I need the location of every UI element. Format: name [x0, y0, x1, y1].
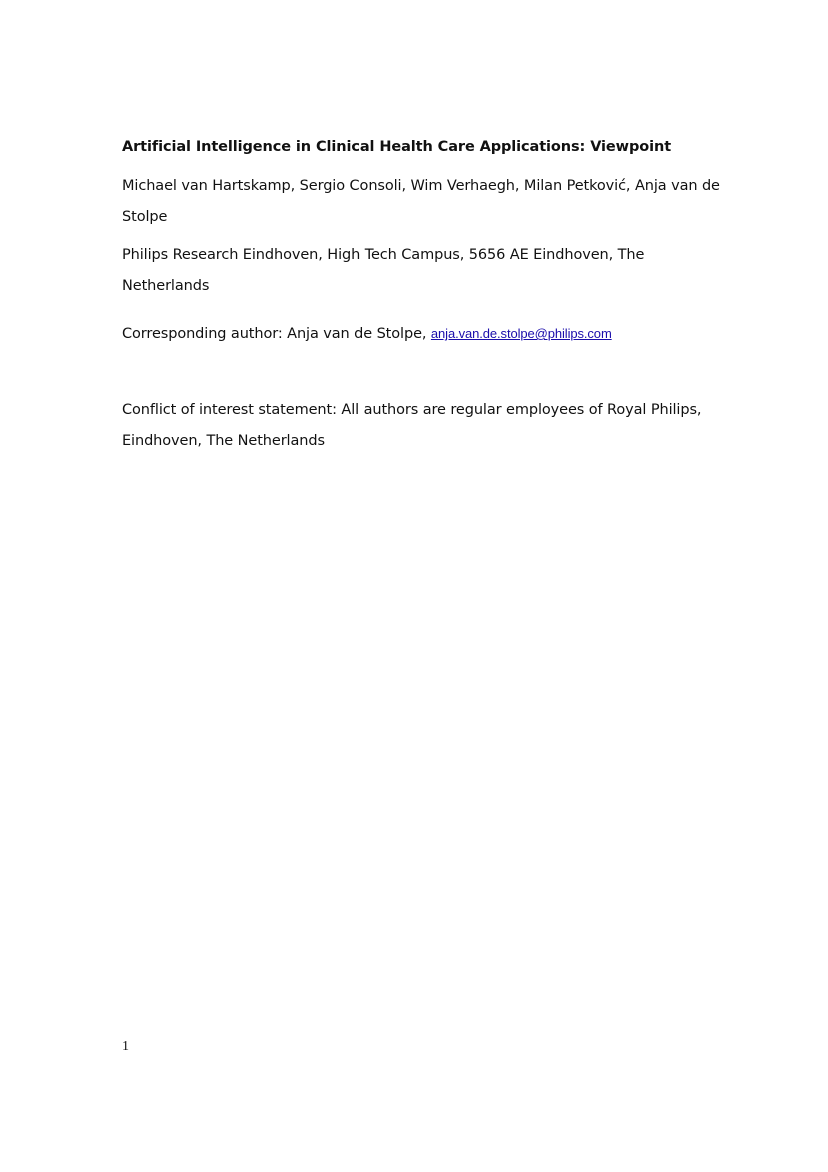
corresponding-author [122, 318, 722, 350]
corresponding-author-label: Corresponding author: Anja van de Stolpe, [122, 326, 431, 342]
author-list: Michael van Hartskamp, Sergio Consoli, Wim Verhaegh, Milan Petković, Anja van de Stolpe [122, 178, 720, 225]
paper-title: Artificial Intelligence in Clinical Health Care Applications: Viewpoint [122, 139, 672, 155]
affiliation: Philips Research Eindhoven, High Tech Campus, 5656 AE Eindhoven, The Netherlands [122, 247, 645, 294]
page-number: 1 [122, 1039, 129, 1054]
corresponding-email-link[interactable]: anja.van.de.stolpe@philips.com [430, 326, 612, 341]
conflict-of-interest-statement: Conflict of interest statement: All authors are regular employees of Royal Philips, Eindhoven, The Netherlands [122, 402, 702, 449]
